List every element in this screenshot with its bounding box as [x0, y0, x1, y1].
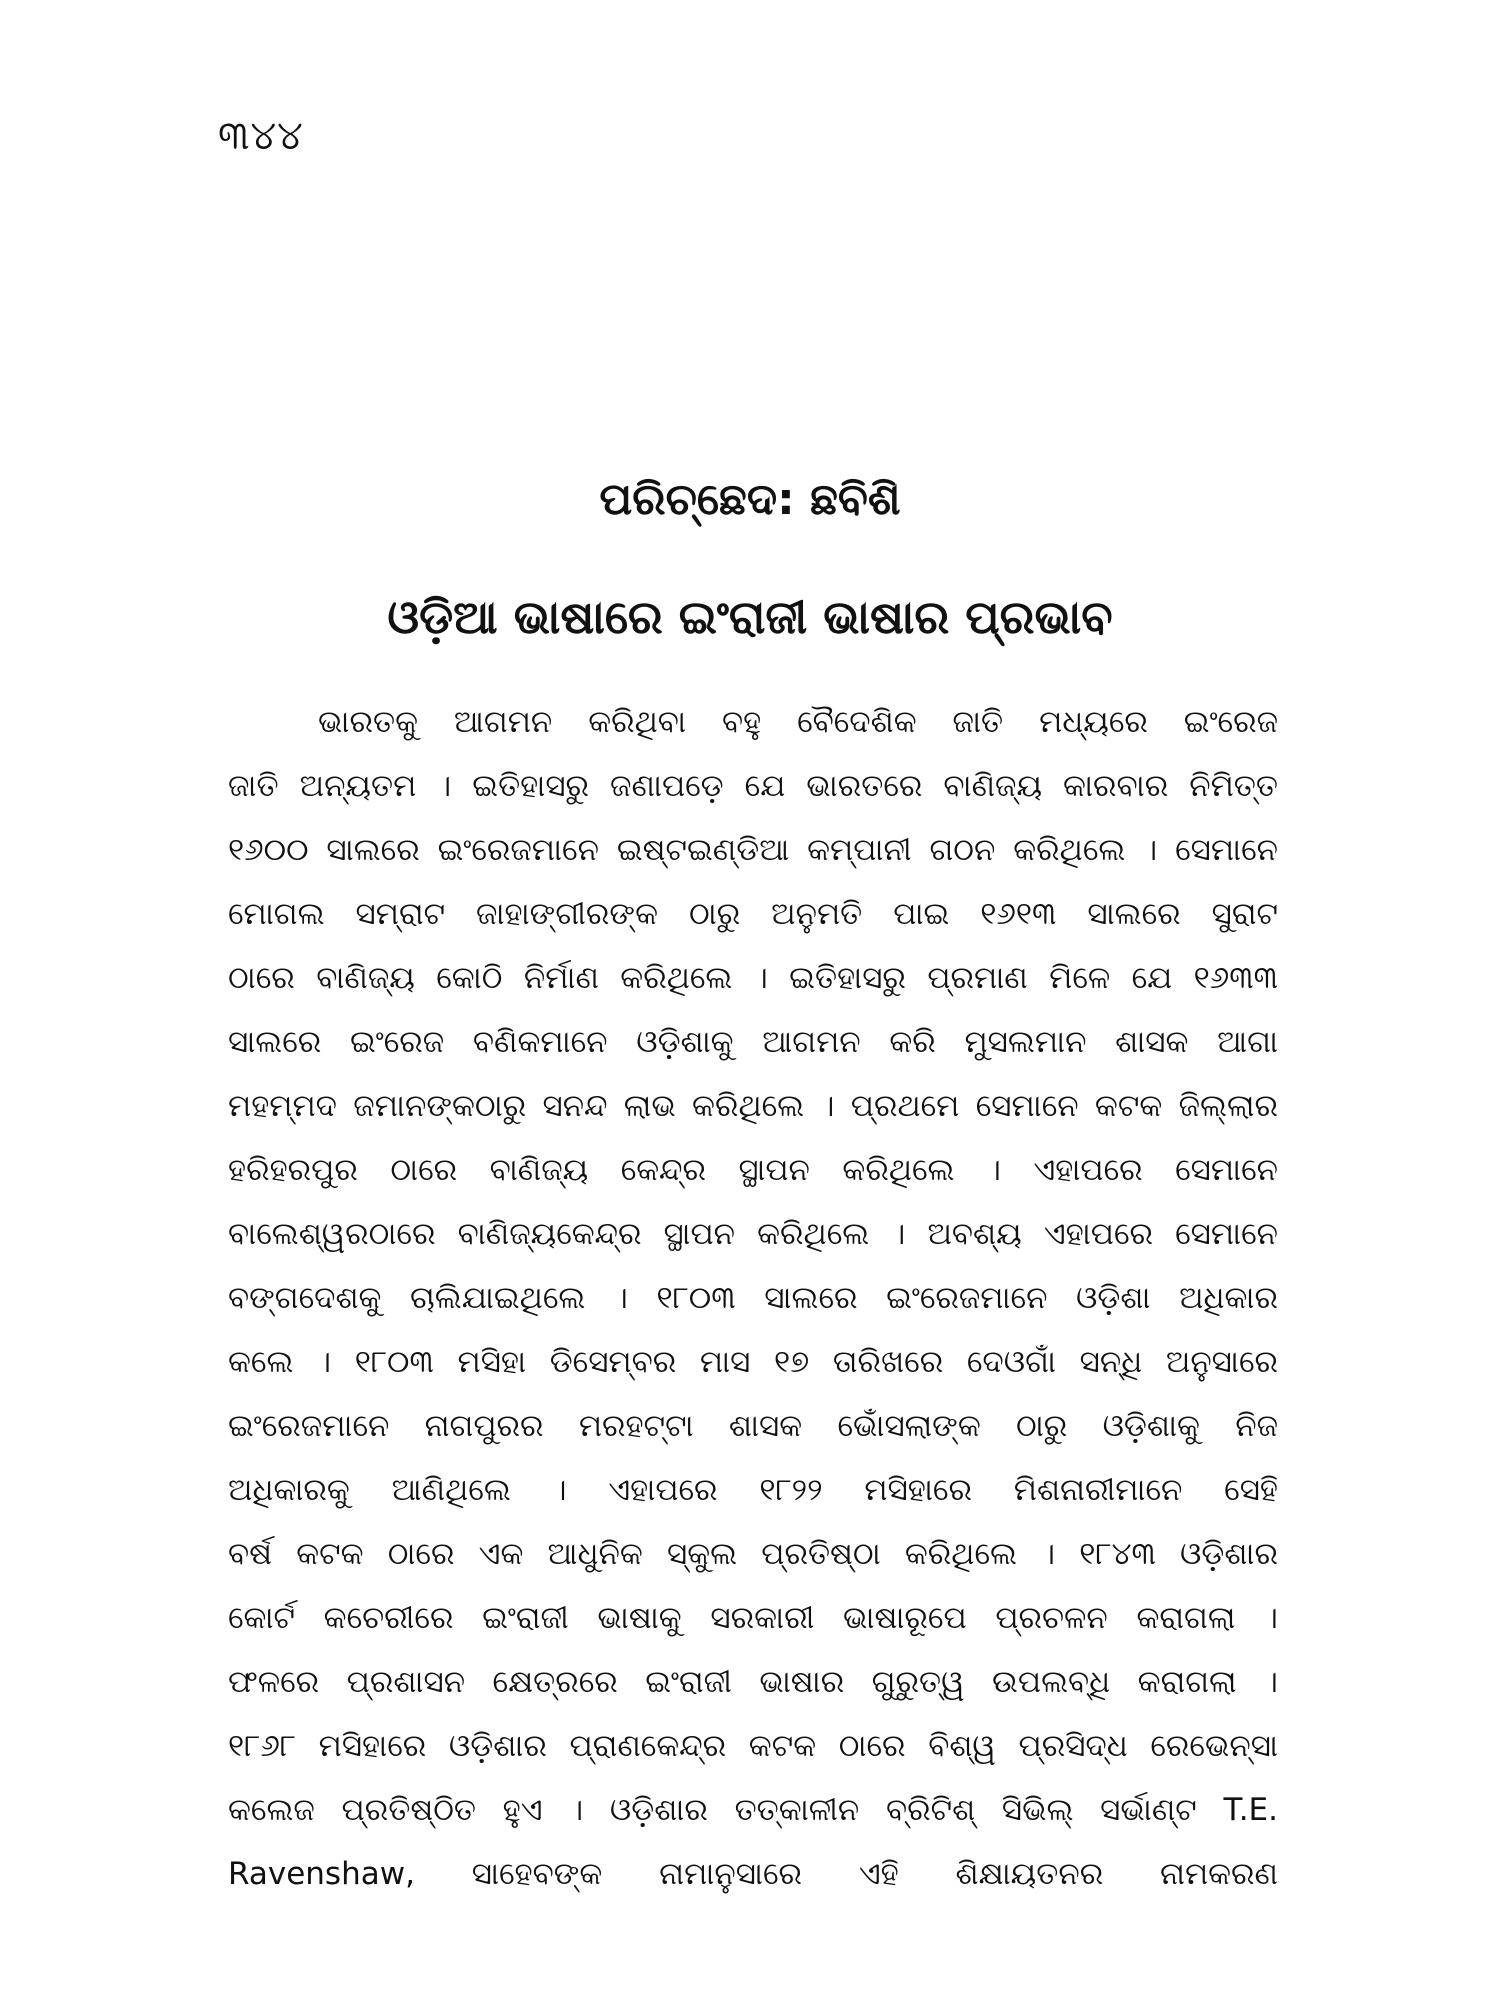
text-line: ବର୍ଷ କଟକ ଠାରେ ଏକ ଆଧୁନିକ ସ୍କୁଲ ପ୍ରତିଷ୍ଠା କରିଥିଲେ । ୧୮୪୩ ଓଡ଼ିଶାର [228, 1536, 1278, 1572]
text-line: ବଙ୍ଗଦେଶକୁ ଚାଲିଯାଇଥିଲେ । ୧୮୦୩ ସାଲରେ ଇଂରେଜମାନେ ଓଡ଼ିଶା ଅଧିକାର [228, 1280, 1278, 1316]
text-line: ଇଂରେଜମାନେ ନାଗପୁରର ମରହଟ୍ଟା ଶାସକ ଭୋଁସଲାଙ୍କ ଠାରୁ ଓଡ଼ିଶାକୁ ନିଜ [228, 1408, 1278, 1444]
body-text [228, 690, 1278, 1906]
text-line: କୋର୍ଟ କଚେରୀରେ ଇଂରାଜୀ ଭାଷାକୁ ସରକାରୀ ଭାଷାରୂପେ ପ୍ରଚଳନ କରାଗଲା । [228, 1600, 1278, 1636]
text-line: ମୋଗଲ ସମ୍ରାଟ ଜାହାଙ୍ଗୀରଙ୍କ ଠାରୁ ଅନୁମତି ପାଇ ୧୬୧୩ ସାଲରେ ସୁରାଟ [228, 896, 1278, 932]
text-line: କଲେଜ ପ୍ରତିଷ୍ଠିତ ହୁଏ । ଓଡ଼ିଶାର ତତ୍‌କାଳୀନ ବ୍ରିଟିଶ୍ ସିଭିଲ୍ ସର୍ଭାଣ୍ଟ T.E. [228, 1792, 1278, 1828]
text-line: Ravenshaw, ସାହେବଙ୍କ ନାମାନୁସାରେ ଏହି ଶିକ୍ଷାୟତନର ନାମକରଣ [228, 1856, 1278, 1892]
text-line: ମହମ୍ମଦ ଜମାନଙ୍କଠାରୁ ସନନ୍ଦ ଲାଭ କରିଥିଲେ । ପ୍ରଥମେ ସେମାନେ କଟକ ଜିଲ୍ଲାର [228, 1088, 1278, 1124]
page-number: ୩୪୪ [218, 113, 304, 159]
chapter-heading: ପରିଚ୍ଛେଦ: ଛବିଶି [599, 474, 901, 525]
text-line: ଠାରେ ବାଣିଜ୍ୟ କୋଠି ନିର୍ମାଣ କରିଥିଲେ । ଇତିହାସରୁ ପ୍ରମାଣ ମିଳେ ଯେ ୧୬୩୩ [228, 960, 1278, 996]
text-line: ଜାତି ଅନ୍ୟତମ । ଇତିହାସରୁ ଜଣାପଡ଼େ ଯେ ଭାରତରେ ବାଣିଜ୍ୟ କାରବାର ନିମିତ୍ତ [228, 768, 1278, 804]
text-line: ହରିହରପୁର ଠାରେ ବାଣିଜ୍ୟ କେନ୍ଦ୍ର ସ୍ଥାପନ କରିଥିଲେ । ଏହାପରେ ସେମାନେ [228, 1152, 1278, 1188]
text-line: ୧୮୬୮ ମସିହାରେ ଓଡ଼ିଶାର ପ୍ରାଣକେନ୍ଦ୍ର କଟକ ଠାରେ ବିଶ୍ୱ ପ୍ରସିଦ୍ଧ ରେଭେନ୍ସା [228, 1728, 1278, 1764]
text-line: ୧୬୦୦ ସାଲରେ ଇଂରେଜମାନେ ଇଷ୍ଟଇଣ୍ଡିଆ କମ୍ପାନୀ ଗଠନ କରିଥିଲେ । ସେମାନେ [228, 832, 1278, 868]
text-line: ଭାରତକୁ ଆଗମନ କରିଥିବା ବହୁ ବୈଦେଶିକ ଜାତି ମଧ୍ୟରେ ଇଂରେଜ [318, 704, 1278, 740]
text-line: ସାଲରେ ଇଂରେଜ ବଣିକମାନେ ଓଡ଼ିଶାକୁ ଆଗମନ କରି ମୁସଲମାନ ଶାସକ ଆଗା [228, 1024, 1278, 1060]
text-line: କଲେ । ୧୮୦୩ ମସିହା ଡିସେମ୍ବର ମାସ ୧୭ ତାରିଖରେ ଦେଓଗାଁ ସନ୍ଧି ଅନୁସାରେ [228, 1344, 1278, 1380]
text-line: ଅଧିକାରକୁ ଆଣିଥିଲେ । ଏହାପରେ ୧୮୨୨ ମସିହାରେ ମିଶନାରୀମାନେ ସେହି [228, 1472, 1278, 1508]
text-line: ବାଲେଶ୍ୱରଠାରେ ବାଣିଜ୍ୟକେନ୍ଦ୍ର ସ୍ଥାପନ କରିଥିଲେ । ଅବଶ୍ୟ ଏହାପରେ ସେମାନେ [228, 1216, 1278, 1252]
text-line: ଫଳରେ ପ୍ରଶାସନ କ୍ଷେତ୍ରରେ ଇଂରାଜୀ ଭାଷାର ଗୁରୁତ୍ୱ ଉପଲବ୍ଧି କରାଗଲା । [228, 1664, 1278, 1700]
chapter-title: ଓଡ଼ିଆ ଭାଷାରେ ଇଂରାଜୀ ଭାଷାର ପ୍ରଭାବ [387, 590, 1113, 644]
